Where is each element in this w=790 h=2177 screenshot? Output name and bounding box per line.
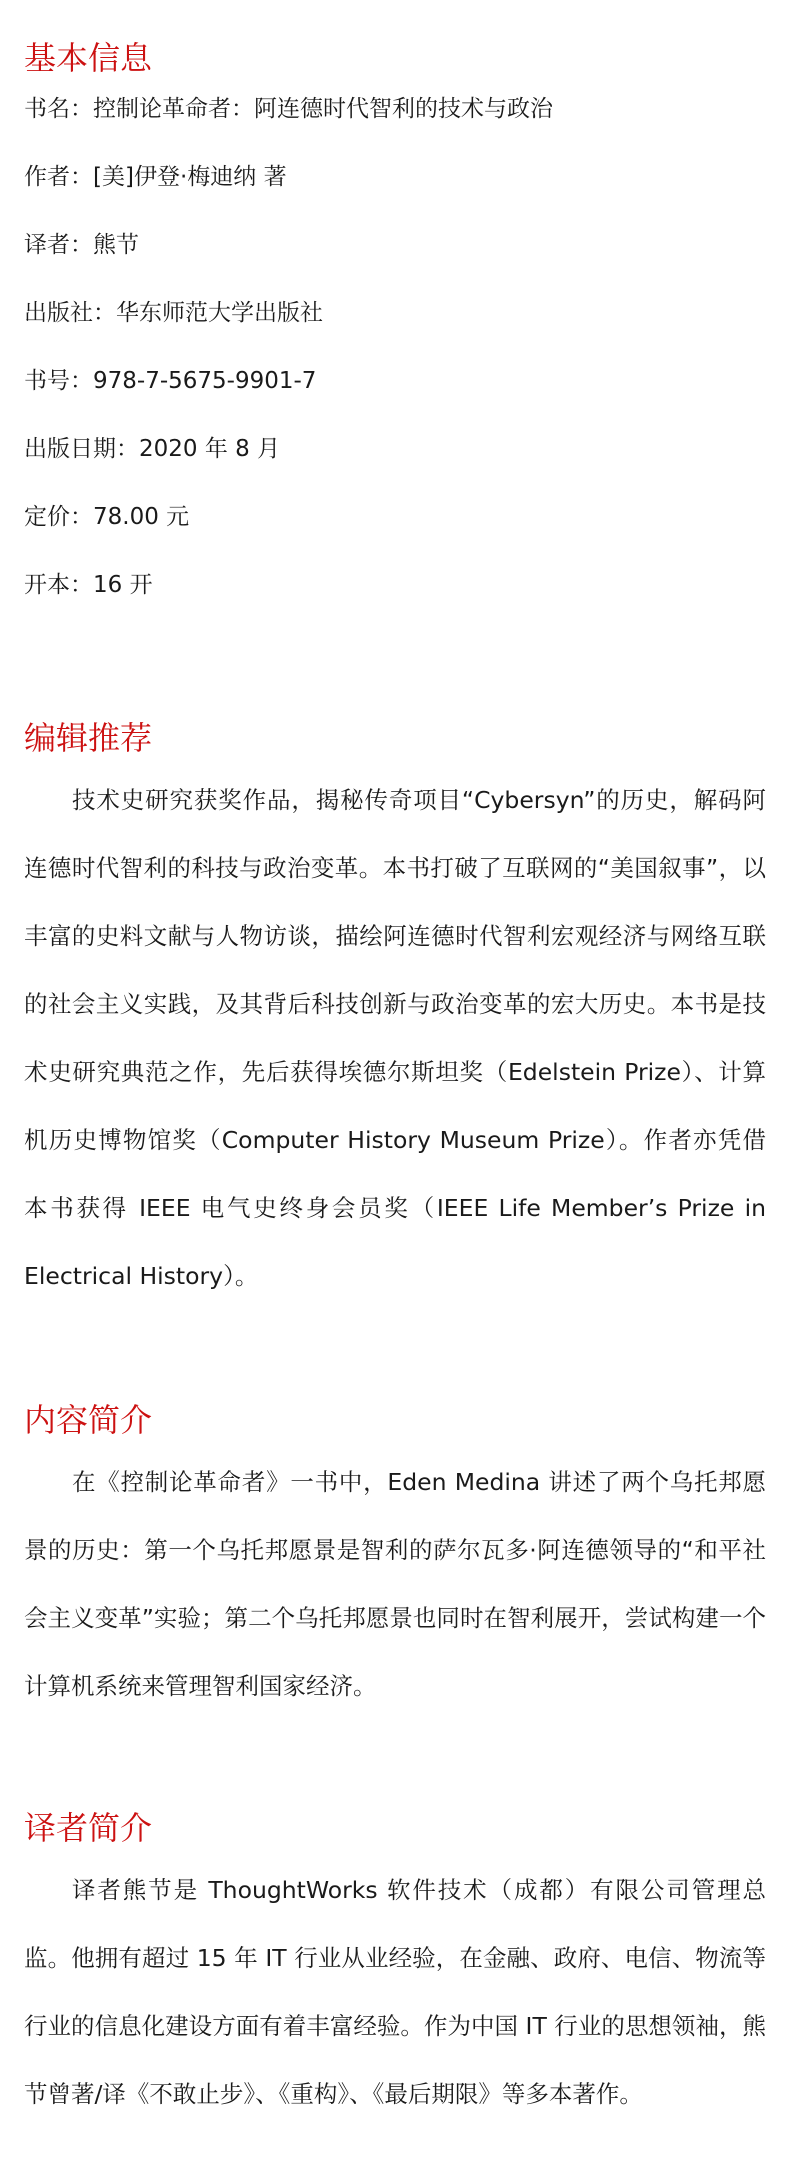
info-author: 作者：[美]伊登·梅迪纳 著 <box>24 164 287 190</box>
info-isbn: 书号：978-7-5675-9901-7 <box>24 368 317 394</box>
translator-intro-text: 译者熊节是 ThoughtWorks 软件技术（成都）有限公司管理总监。他拥有超过 15 年 IT 行业从业经验，在金融、政府、电信、物流等行业的信息化建设方面有着丰富经验。作为中国 IT 行业的思想领袖，熊节曾著/译《不敢止步》、《重构》、《最后期限》等多本著作。 <box>24 1876 766 2108</box>
basic-info-heading: 基本信息 <box>24 39 153 77</box>
translator-intro-section <box>24 1808 766 2128</box>
info-translator: 译者：熊节 <box>24 232 139 258</box>
editor-recommendation-heading: 编辑推荐 <box>24 719 153 757</box>
info-format: 开本：16 开 <box>24 572 153 598</box>
content-summary-section <box>24 1400 766 1720</box>
info-price: 定价：78.00 元 <box>24 504 190 530</box>
basic-info-section <box>24 38 766 638</box>
info-publish-date: 出版日期：2020 年 8 月 <box>24 436 281 462</box>
editor-recommendation-section <box>24 718 766 1310</box>
info-book-title: 书名：控制论革命者：阿连德时代智利的技术与政治 <box>24 96 553 122</box>
info-publisher: 出版社：华东师范大学出版社 <box>24 300 323 326</box>
content-summary-heading: 内容简介 <box>24 1401 153 1439</box>
editor-recommendation-text: 技术史研究获奖作品，揭秘传奇项目“Cybersyn”的历史，解码阿连德时代智利的科技与政治变革。本书打破了互联网的“美国叙事”，以丰富的史料文献与人物访谈，描绘阿连德时代智利宏观经济与网络互联的社会主义实践，及其背后科技创新与政治变革的宏大历史。本书是技术史研究典范之作，先后获得埃德尔斯坦奖（Edelstein Prize）、计算机历史博物馆奖（Computer History Museum Prize）。作者亦凭借本书获得 IEEE 电气史终身会员奖（IEEE Life Member’s Prize in Electrical History）。 <box>24 786 766 1290</box>
basic-info-list <box>24 94 766 600</box>
content-summary-text: 在《控制论革命者》一书中，Eden Medina 讲述了两个乌托邦愿景的历史：第一个乌托邦愿景是智利的萨尔瓦多·阿连德领导的“和平社会主义变革”实验；第二个乌托邦愿景也同时在智利展开，尝试构建一个计算机系统来管理智利国家经济。 <box>24 1468 766 1700</box>
translator-intro-heading: 译者简介 <box>24 1809 153 1847</box>
